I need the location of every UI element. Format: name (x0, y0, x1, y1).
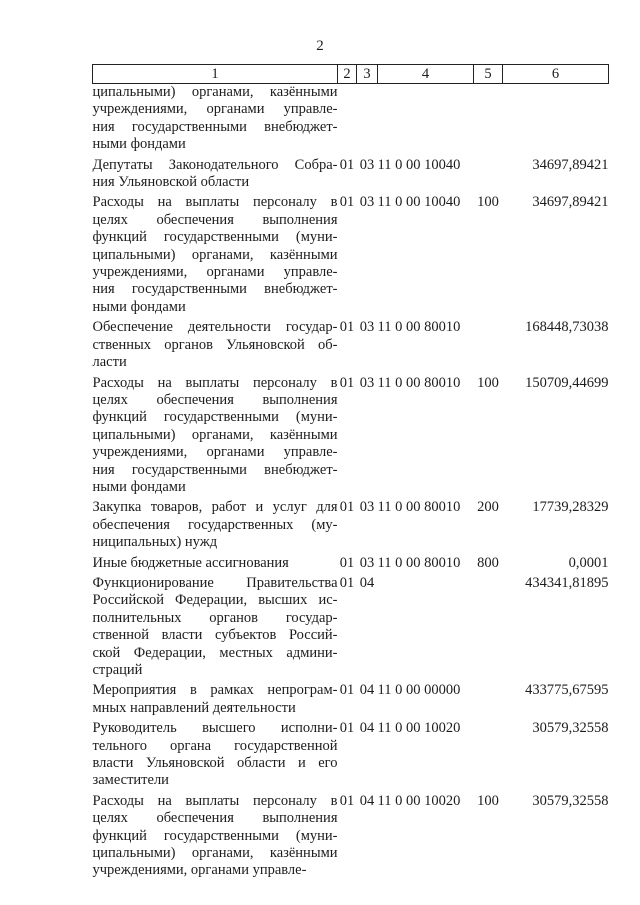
expense-type-code (474, 316, 503, 371)
amount: 17739,28329 (532, 499, 609, 516)
row-description (93, 572, 338, 679)
column-header-1: 1 (93, 65, 338, 84)
target-article-code: 11 0 00 00000 (377, 682, 461, 699)
row-description (93, 372, 338, 497)
expense-type-code (474, 679, 503, 717)
target-article-code: 11 0 00 80010 (377, 554, 461, 571)
section-code: 01 (339, 194, 355, 211)
subsection-code: 03 (359, 194, 375, 211)
target-article-code: 11 0 00 80010 (377, 319, 461, 336)
description-line: обеспечения государственных (му- (92, 516, 338, 533)
description-line: власти Ульяновской области и его (92, 755, 338, 772)
amount: 30579,32558 (532, 792, 609, 809)
description-line: страций (92, 662, 143, 678)
amount: 434341,81895 (525, 574, 609, 591)
row-description (93, 496, 338, 551)
subsection-code: 03 (359, 499, 375, 516)
section-code (338, 84, 357, 154)
column-header-3: 3 (357, 65, 378, 84)
description-line: ственной власти субъектов Россий- (92, 627, 338, 644)
table-row (93, 191, 609, 316)
column-header-6: 6 (503, 65, 609, 84)
description-line: ласти (92, 354, 127, 371)
page-number: 2 (316, 38, 324, 54)
row-description (93, 84, 338, 154)
expense-type-code: 100 (477, 374, 499, 391)
subsection-code: 03 (359, 156, 375, 173)
expense-type-code (474, 154, 503, 192)
subsection-code: 03 (359, 554, 375, 571)
table-header-row (93, 65, 609, 84)
description-line: Закупка товаров, работ и услуг для (92, 499, 338, 516)
table-row (93, 572, 609, 679)
description-line: целях обеспечения выполнения (92, 211, 338, 228)
description-line: ципальными) органами, казёнными (92, 845, 338, 862)
amount: 150709,44699 (525, 374, 609, 391)
description-line: ными фондами (92, 298, 186, 315)
description-line: Руководитель высшего исполни- (92, 720, 338, 737)
section-code: 01 (339, 499, 355, 516)
table-row (93, 679, 609, 717)
row-description (93, 316, 338, 371)
description-line: ципальными) органами, казёнными (92, 426, 338, 443)
table-row (93, 154, 609, 192)
description-line: ными фондами (92, 478, 186, 495)
row-description (93, 191, 338, 316)
expense-type-code: 100 (477, 194, 499, 211)
target-article-code: 11 0 00 80010 (377, 374, 461, 391)
section-code: 01 (339, 574, 355, 591)
row-description (93, 552, 338, 572)
description-line: Иные бюджетные ассигнования (92, 554, 289, 571)
description-line: ния Ульяновской области (92, 174, 250, 191)
section-code: 01 (339, 682, 355, 699)
description-line: ниципальных) нужд (92, 534, 218, 551)
table-row (93, 372, 609, 497)
amount: 168448,73038 (525, 319, 609, 336)
description-line: функций государственными (муни- (92, 409, 338, 426)
section-code: 01 (339, 374, 355, 391)
description-line: учреждениями, органами управле- (92, 862, 307, 879)
description-line: Мероприятия в рамках непрограм- (92, 682, 338, 699)
description-line: мных направлений деятельности (92, 699, 296, 716)
section-code: 01 (339, 319, 355, 336)
description-line: Расходы на выплаты персоналу в (92, 194, 338, 211)
row-description (93, 790, 338, 880)
amount: 34697,89421 (532, 194, 609, 211)
description-line: ципальными) органами, казёнными (92, 84, 338, 100)
description-line: функций государственными (муни- (92, 229, 338, 246)
description-line: учреждениями, органами управле- (92, 264, 338, 281)
amount: 0,0001 (568, 554, 609, 571)
table-row (93, 790, 609, 880)
description-line: ской Федерации, местных админи- (92, 644, 338, 661)
target-article-code: 11 0 00 10040 (377, 156, 461, 173)
expense-type-code: 100 (477, 792, 499, 809)
amount (503, 84, 609, 154)
section-code: 01 (339, 720, 355, 737)
description-line: полнительных органов государ- (92, 609, 338, 626)
section-code: 01 (339, 156, 355, 173)
amount: 433775,67595 (525, 682, 609, 699)
description-line: ния государственными внебюджет- (92, 461, 338, 478)
description-line: ственных органов Ульяновской об- (92, 336, 338, 353)
description-line: Депутаты Законодательного Собра- (92, 156, 338, 173)
subsection-code: 04 (359, 720, 375, 737)
description-line: заместители (92, 772, 169, 789)
subsection-code: 04 (359, 682, 375, 699)
table-row (93, 84, 609, 154)
description-line: функций государственными (муни- (92, 827, 338, 844)
row-description (93, 154, 338, 192)
description-line: ципальными) органами, казёнными (92, 246, 338, 263)
target-article-code: 11 0 00 10040 (377, 194, 461, 211)
description-line: учреждениями, органами управле- (92, 101, 338, 118)
description-line: ния государственными внебюджет- (92, 281, 338, 298)
subsection-code: 04 (359, 574, 375, 591)
expense-type-code (474, 717, 503, 790)
target-article-code: 11 0 00 80010 (377, 499, 461, 516)
table-row (93, 717, 609, 790)
description-line: целях обеспечения выполнения (92, 810, 338, 827)
description-line: учреждениями, органами управле- (92, 444, 338, 461)
table-body (93, 84, 609, 880)
table-row (93, 496, 609, 551)
column-header-4: 4 (378, 65, 474, 84)
subsection-code: 03 (359, 319, 375, 336)
row-description (93, 679, 338, 717)
target-article-code: 11 0 00 10020 (377, 792, 461, 809)
description-line: Обеспечение деятельности государ- (92, 319, 338, 336)
table-row (93, 552, 609, 572)
expense-type-code (474, 572, 503, 679)
column-header-5: 5 (474, 65, 503, 84)
description-line: Расходы на выплаты персоналу в (92, 374, 338, 391)
subsection-code: 03 (359, 374, 375, 391)
column-header-2: 2 (338, 65, 357, 84)
description-line: ния государственными внебюджет- (92, 118, 338, 135)
description-line: Расходы на выплаты персоналу в (92, 792, 338, 809)
section-code: 01 (339, 554, 355, 571)
amount: 30579,32558 (532, 720, 609, 737)
description-line: целях обеспечения выполнения (92, 391, 338, 408)
table-row (93, 316, 609, 371)
target-article-code (378, 84, 474, 154)
subsection-code: 04 (359, 792, 375, 809)
description-line: Российской Федерации, высших ис- (92, 592, 338, 609)
amount: 34697,89421 (532, 156, 609, 173)
expense-type-code: 800 (477, 554, 499, 571)
expense-type-code (474, 84, 503, 154)
expense-type-code: 200 (477, 499, 499, 516)
target-article-code: 11 0 00 10020 (377, 720, 461, 737)
description-line: тельного органа государственной (92, 737, 338, 754)
description-line: ными фондами (92, 136, 186, 153)
row-description (93, 717, 338, 790)
budget-table (92, 64, 609, 880)
section-code: 01 (339, 792, 355, 809)
description-line: Функционирование Правительства (92, 574, 338, 591)
subsection-code (357, 84, 378, 154)
target-article-code (378, 572, 474, 679)
